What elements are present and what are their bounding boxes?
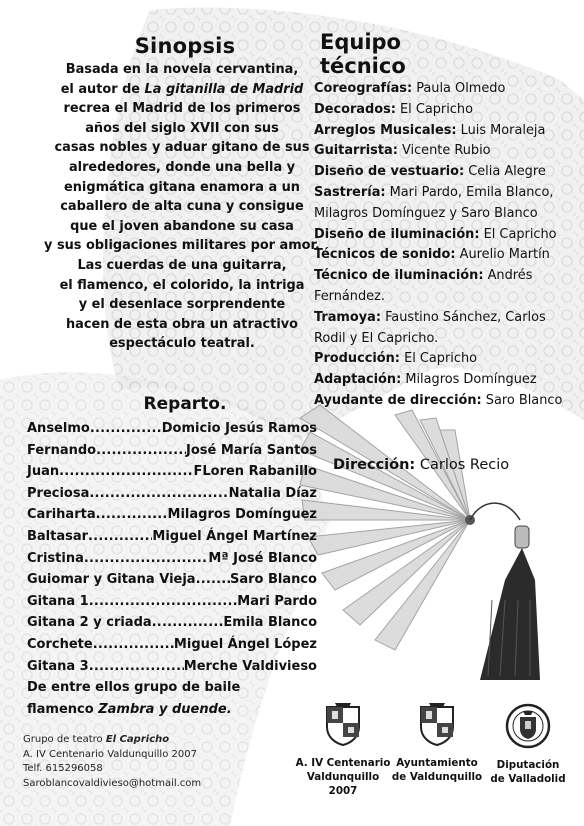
dot-leader [96,440,186,462]
group-line [23,733,243,748]
sinopsis-heading: Sinopsis [134,34,236,58]
crew-value: Mari Pardo, Emila Blanco, Milagros Domínguez y Saro Blanco [314,184,554,221]
dot-leader [84,548,208,570]
crew-item [314,266,576,308]
crew-item [314,183,576,225]
crew-label: Coreografías: [314,81,413,96]
cast-actor: Natalia Díaz [228,485,317,501]
group-name: El Capricho [105,734,170,745]
crew-label: Sastrería: [314,184,386,200]
sinopsis-line: caballero de alta cuna y consigue [60,199,304,215]
crew-item [314,245,576,266]
crew-item [314,308,576,350]
sinopsis-line: años del siglo XVII con sus [85,120,279,136]
crew-item [314,225,576,246]
sponsor-caption [293,756,393,798]
cast-role: Corchete [27,636,93,652]
dot-leader [93,634,174,656]
cast-role: Gitana 1 [27,593,89,609]
cast-actor: Milagros Domínguez [167,507,317,523]
crew-label: Producción: [314,351,400,367]
crew-value: El Capricho [399,351,477,367]
sinopsis-line: que el joven abandone su casa [70,218,294,234]
cast-role: Baltasar [27,528,89,544]
crew-item [314,349,576,370]
crew-value: El Capricho [479,226,557,242]
cast-actor: FLoren Rabanillo [193,464,317,480]
cast-row [27,569,317,591]
cast-actor: Mari Pardo [237,593,317,609]
crew-value: Milagros Domínguez [401,372,537,388]
cast-row [27,483,317,505]
note-prefix: flamenco [27,701,99,717]
dot-leader [90,418,162,440]
sponsor-line: Ayuntamiento [396,757,478,769]
sinopsis-line: y el desenlace sorprendente [78,297,286,313]
cast-role: Preciosa [27,485,90,501]
cast-role: Guiomar y Gitana Vieja [27,572,196,588]
sponsor-diputacion [478,703,578,786]
sponsor-line: de Valladolid [490,773,566,785]
director-credit [333,457,573,473]
shield-icon [323,703,363,747]
cast-role: Gitana 2 y criada [27,615,152,631]
cast-actor: Miguel Ángel Martínez [152,528,317,544]
dot-leader [96,504,168,526]
cast-actor: Saro Blanco [229,572,317,588]
sinopsis-line: y sus obligaciones militares por amor. [44,238,320,254]
cast-role: Juan [27,464,60,480]
cast-role: Fernando [27,442,97,458]
group-email: Saroblancovaldivieso@hotmail.com [23,778,202,790]
crew-value: Saro Blanco [481,392,563,408]
novel-title: La gitanilla de Madrid [144,81,304,97]
sinopsis-line: recrea el Madrid de los primeros [63,101,301,117]
crew-label: Diseño de vestuario: [314,164,465,180]
group-prefix: Grupo de teatro [23,734,106,745]
sinopsis-line: casas nobles y aduar gitano de sus [54,140,310,156]
crew-label: Guitarrista: [314,143,398,159]
crew-value: Celia Alegre [464,164,546,180]
cast-actor: Miguel Ángel López [173,636,317,652]
crew-value: Vicente Rubio [397,143,491,159]
dot-leader [89,483,228,505]
group-phone: Telf. 615296058 [23,763,103,775]
director-label: Dirección: [333,457,416,473]
cast-row [27,440,317,462]
sinopsis-line: espectáculo teatral. [109,336,255,352]
sponsor-caption [478,758,578,786]
group-line: A. IV Centenario Valdunquillo 2007 [23,748,197,760]
dance-group-note: De entre ellos grupo de baile [27,680,241,696]
sinopsis-line: enigmática gitana enamora a un [64,179,300,195]
dot-leader [89,591,238,613]
crew-item [314,121,576,142]
sinopsis-line: Las cuerdas de una guitarra, [77,257,287,273]
crew-item [314,79,576,100]
cast-role: Cristina [27,550,84,566]
crew-value: Aurelio Martín [455,247,550,263]
dance-group-name: Zambra y duende. [98,701,232,717]
crew-value: Andrés Fernández. [314,268,533,304]
sponsor-line: Diputación [496,759,560,771]
dot-leader [152,612,224,634]
crew-label: Técnico de iluminación: [314,268,484,284]
equipo-heading: Equipo técnico [320,30,406,78]
cast-row [27,634,317,656]
sponsor-line: de Valdunquillo [391,771,483,783]
sinopsis-line: alrededores, donde una bella y [68,159,296,175]
crew-value: Faustino Sánchez, Carlos Rodil y El Capricho. [314,309,546,346]
crew-item [314,370,576,391]
cast-row [27,526,317,548]
dot-leader [59,461,193,483]
shield-icon [417,703,457,747]
cast-actor: Mª José Blanco [208,550,317,566]
crew-item [314,141,576,162]
seal-icon [505,703,551,749]
crew-item [314,100,576,121]
crew-label: Decorados: [314,101,396,117]
theatre-group-contact [23,733,243,792]
dot-leader [88,526,152,548]
crew-label: Diseño de iluminación: [314,226,480,242]
crew-item [314,162,576,183]
sinopsis-line: el flamenco, el colorido, la intriga [59,277,305,293]
crew-label: Tramoya: [314,309,381,325]
cast-actor: Emila Blanco [223,615,317,631]
sinopsis-text [22,60,342,354]
cast-row [27,418,317,440]
cast-row [27,656,317,678]
cast-row [27,612,317,634]
sponsor-centenario [293,703,393,798]
crew-label: Técnicos de sonido: [314,247,456,263]
crew-item [314,391,576,412]
sinopsis-line [22,80,342,100]
cast-row [27,461,317,483]
director-name: Carlos Recio [415,457,510,473]
sponsor-line: A. IV Centenario [295,757,391,769]
crew-value: Luis Moraleja [456,122,546,138]
reparto-heading: Reparto. [143,394,227,414]
sponsor-caption [387,756,487,784]
cast-actor: Domicio Jesús Ramos [161,421,317,436]
cast-row [27,504,317,526]
crew-list [314,79,576,412]
dot-leader [196,569,230,591]
crew-label: Arreglos Musicales: [314,122,457,138]
dot-leader [89,656,184,678]
cast-role: Gitana 3 [27,658,89,674]
cast-role: Anselmo [27,421,90,436]
crew-label: Adaptación: [314,372,402,388]
cast-row [27,591,317,613]
cast-row [27,548,317,570]
crew-label: Ayudante de dirección: [314,392,482,408]
crew-value: Paula Olmedo [412,81,506,96]
crew-value: El Capricho [395,101,473,117]
cast-actor: Merche Valdivieso [183,658,317,674]
sinopsis-line: hacen de esta obra un atractivo [65,316,298,332]
cast-actor: José María Santos [186,442,317,458]
cast-role: Cariharta [27,507,96,523]
sponsor-ayuntamiento [387,703,487,784]
cast-list [27,418,317,720]
sinopsis-line-part: el autor de [60,81,145,97]
sinopsis-line: Basada en la novela cervantina, [65,62,299,77]
sponsor-line: Valdunquillo 2007 [306,771,380,797]
dance-group-note [27,699,317,721]
